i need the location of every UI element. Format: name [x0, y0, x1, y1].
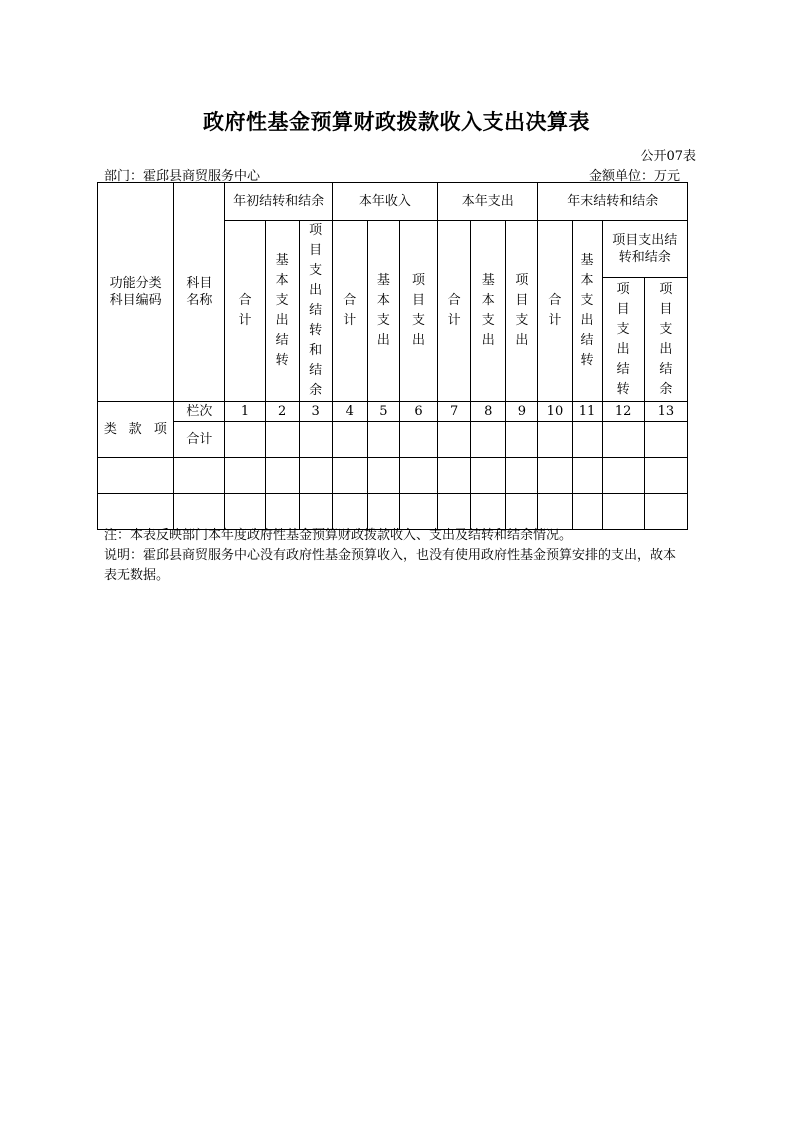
- page-title: 政府性基金预算财政拨款收入支出决算表: [203, 110, 590, 134]
- subject-name-header: 科目名称: [174, 183, 225, 402]
- table-cell: [538, 422, 572, 458]
- col-num: 4: [332, 402, 367, 422]
- col-num: 6: [399, 402, 437, 422]
- income-total-header: 合计: [332, 221, 367, 402]
- table-cell: [399, 422, 437, 458]
- col-num: 5: [367, 402, 399, 422]
- ending-project-header: 项目支出结转和结余: [602, 221, 687, 278]
- col-num: 12: [602, 402, 644, 422]
- table-cell: [471, 422, 506, 458]
- table-cell: [644, 422, 687, 458]
- col-num: 7: [438, 402, 471, 422]
- expense-header: 本年支出: [438, 183, 538, 221]
- table-cell: [506, 422, 538, 458]
- ending-basic-carry-header: 基本支出结转: [572, 221, 602, 402]
- col-num: 2: [265, 402, 299, 422]
- table-cell: [367, 422, 399, 458]
- table-row: [98, 458, 688, 494]
- func-class-code-header: 功能分类科目编码: [98, 183, 174, 402]
- table-cell: [602, 422, 644, 458]
- expense-basic-header: 基本支出: [471, 221, 506, 402]
- ending-project-carry-header: 项目支出结转: [602, 278, 644, 402]
- beginning-basic-carry-header: 基本支出结转: [265, 221, 299, 402]
- class-label-lei: 类: [103, 421, 117, 437]
- ending-total-header: 合计: [538, 221, 572, 402]
- unit-label: 金额单位：万元: [588, 169, 680, 184]
- col-num: 11: [572, 402, 602, 422]
- table-cell: [438, 422, 471, 458]
- notes: [104, 526, 704, 586]
- table-cell: [225, 422, 265, 458]
- beginning-header: 年初结转和结余: [225, 183, 332, 221]
- department-label: 部门：霍邱县商贸服务中心: [104, 169, 261, 184]
- col-num: 8: [471, 402, 506, 422]
- note-text: 注：本表反映部门本年度政府性基金预算财政拨款收入、支出及结转和结余情况。: [104, 528, 573, 543]
- col-num: 10: [538, 402, 572, 422]
- ending-project-surplus-header: 项目支出结余: [644, 278, 687, 402]
- total-row-label: 合计: [174, 422, 225, 458]
- table-row: [98, 494, 688, 530]
- col-num: 3: [299, 402, 332, 422]
- income-header: 本年收入: [332, 183, 437, 221]
- table-cell: [572, 422, 602, 458]
- class-label-xiang: 项: [153, 421, 167, 437]
- col-num: 9: [506, 402, 538, 422]
- income-basic-header: 基本支出: [367, 221, 399, 402]
- expense-project-header: 项目支出: [506, 221, 538, 402]
- table-cell: [265, 422, 299, 458]
- budget-table: [97, 182, 688, 530]
- col-num: 13: [644, 402, 687, 422]
- class-label-cell: [98, 402, 174, 458]
- beginning-total-header: 合计: [225, 221, 265, 402]
- income-project-header: 项目支出: [399, 221, 437, 402]
- explanation-text: 说明：霍邱县商贸服务中心没有政府性基金预算收入，也没有使用政府性基金预算安排的支出，故本表无数据。: [104, 548, 677, 583]
- ending-header: 年末结转和结余: [538, 183, 688, 221]
- table-cell: [332, 422, 367, 458]
- expense-total-header: 合计: [438, 221, 471, 402]
- beginning-project-header: 项目支出结转和结余: [299, 221, 332, 402]
- table-cell: [299, 422, 332, 458]
- form-code: 公开07表: [640, 149, 696, 164]
- class-label-kuan: 款: [128, 421, 142, 437]
- col-num: 1: [225, 402, 265, 422]
- column-row-label: 栏次: [174, 402, 225, 422]
